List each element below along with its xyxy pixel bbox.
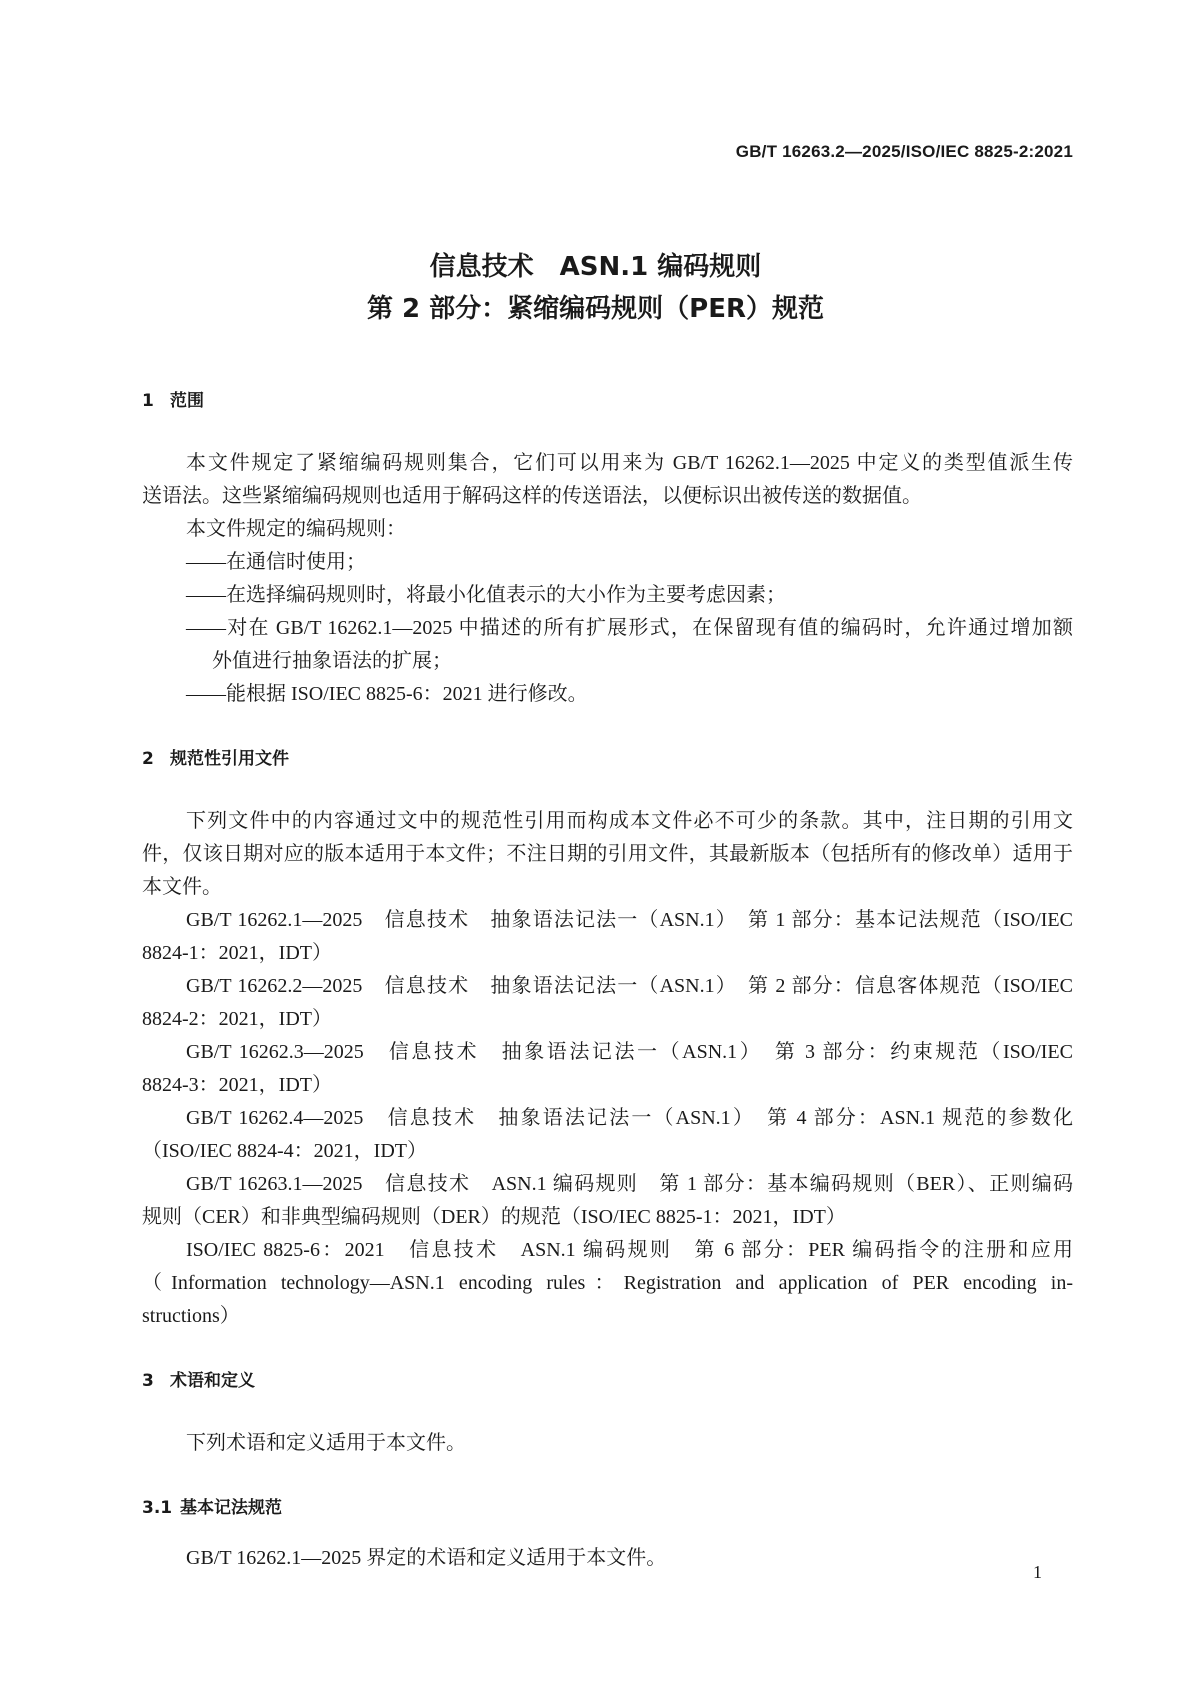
section-heading	[142, 743, 1073, 776]
section-title: 术语和定义	[170, 1371, 255, 1391]
section-heading	[142, 385, 1073, 418]
paragraph	[142, 513, 1073, 546]
text-line: GB/T 16262.1—2025 界定的术语和定义适用于本文件。	[186, 1547, 667, 1569]
page-number: 1	[1033, 1562, 1042, 1582]
section-number: 3	[142, 1371, 154, 1391]
section-number: 2	[142, 749, 154, 769]
paragraph	[142, 1427, 1073, 1460]
list-item	[142, 678, 1073, 711]
text-line: 外值进行抽象语法的扩展；	[212, 650, 452, 672]
section-heading	[142, 1365, 1073, 1398]
standard-number-header: GB/T 16263.2—2025/ISO/IEC 8825-2:2021	[735, 142, 1073, 161]
text-line: 下列文件中的内容通过文中的规范性引用而构成本文件必不可少的条款。其中，注日期的引用文	[186, 810, 1073, 832]
text-line: GB/T 16263.1—2025 信息技术 ASN.1 编码规则 第 1 部分：基本编码规则（BER）、正则编码	[186, 1173, 1073, 1195]
text-line: GB/T 16262.4—2025 信息技术 抽象语法记法一（ASN.1） 第 4 部分：ASN.1 规范的参数化	[186, 1107, 1073, 1129]
text-line: 8824-2：2021，IDT）	[142, 1008, 332, 1030]
text-line: structions）	[142, 1305, 240, 1327]
text-line: GB/T 16262.2—2025 信息技术 抽象语法记法一（ASN.1） 第 2 部分：信息客体规范（ISO/IEC	[186, 975, 1073, 997]
text-line: 本文件规定了紧缩编码规则集合，它们可以用来为 GB/T 16262.1—2025 中定义的类型值派生传	[186, 452, 1073, 474]
list-item	[142, 579, 1073, 612]
text-line: 下列术语和定义适用于本文件。	[186, 1432, 466, 1454]
text-line: （ISO/IEC 8824-4：2021，IDT）	[142, 1140, 427, 1162]
text-line: 送语法。这些紧缩编码规则也适用于解码这样的传送语法，以便标识出被传送的数据值。	[142, 485, 922, 507]
paragraph	[142, 447, 1073, 513]
section-number: 1	[142, 391, 154, 411]
text-line: 件，仅该日期对应的版本适用于本文件；不注日期的引用文件，其最新版本（包括所有的修改单）适用于	[142, 843, 1073, 865]
paragraph	[142, 1102, 1073, 1168]
text-line: 规则（CER）和非典型编码规则（DER）的规范（ISO/IEC 8825-1：2021，IDT）	[142, 1206, 846, 1228]
paragraph	[142, 1168, 1073, 1234]
text-line: ——在选择编码规则时，将最小化值表示的大小作为主要考虑因素；	[186, 584, 786, 606]
document-body	[142, 385, 1073, 1575]
text-line: ——对在 GB/T 16262.1—2025 中描述的所有扩展形式，在保留现有值的编码时，允许通过增加额	[186, 617, 1073, 639]
section-title: 范围	[170, 391, 204, 411]
paragraph	[142, 805, 1073, 904]
list-item	[142, 612, 1073, 678]
text-line: ——在通信时使用；	[186, 551, 366, 573]
text-line: ISO/IEC 8825-6：2021 信息技术 ASN.1 编码规则 第 6 部分：PER 编码指令的注册和应用	[186, 1239, 1073, 1261]
paragraph	[142, 1036, 1073, 1102]
text-line: 8824-1：2021，IDT）	[142, 942, 332, 964]
text-line: （Information technology—ASN.1 encoding rules：Registration and application of PER encoding in-	[142, 1272, 1073, 1294]
list-item	[142, 546, 1073, 579]
text-line: ——能根据 ISO/IEC 8825-6：2021 进行修改。	[186, 683, 588, 705]
paragraph	[142, 1542, 1073, 1575]
text-line: GB/T 16262.1—2025 信息技术 抽象语法记法一（ASN.1） 第 1 部分：基本记法规范（ISO/IEC	[186, 909, 1073, 931]
text-line: 8824-3：2021，IDT）	[142, 1074, 332, 1096]
paragraph	[142, 1234, 1073, 1333]
paragraph	[142, 970, 1073, 1036]
text-line: 本文件规定的编码规则：	[186, 518, 406, 540]
paragraph	[142, 904, 1073, 970]
section-heading	[142, 1492, 1073, 1525]
text-line: GB/T 16262.3—2025 信息技术 抽象语法记法一（ASN.1） 第 3 部分：约束规范（ISO/IEC	[186, 1041, 1073, 1063]
text-line: 本文件。	[142, 876, 222, 898]
document-subtitle: 第 2 部分：紧缩编码规则（PER）规范	[366, 294, 825, 324]
section-number: 3.1	[142, 1498, 173, 1518]
document-title: 信息技术 ASN.1 编码规则	[429, 252, 762, 282]
section-title: 规范性引用文件	[170, 749, 289, 769]
section-title: 基本记法规范	[180, 1498, 282, 1518]
